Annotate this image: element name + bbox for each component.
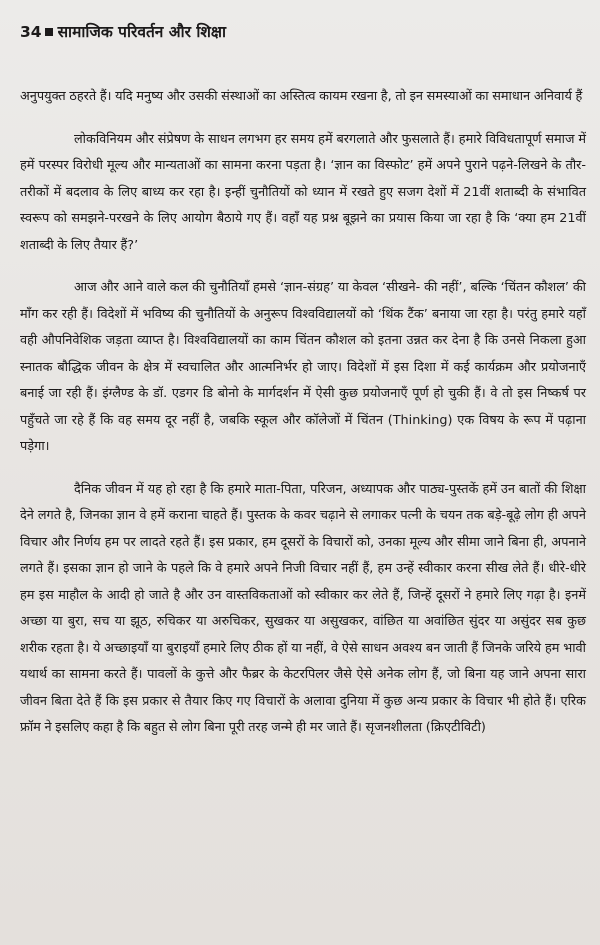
paragraph-daily-life: दैनिक जीवन में यह हो रहा है कि हमारे माता-पिता, परिजन, अध्यापक और पाठ्य-पुस्तकें हमें उन बातों की शिक्षा देने लगते है, जिनका ज्ञान वे हमें कराना चाहते हैं। पुस्तक के कवर चढ़ाने से लगाकर पत्नी के चयन तक बड़े-बूढ़े लोग ही अपने विचार और निर्णय हम पर लादते रहते हैं। इस प्रकार, हम दूसरों के विचारों को, उनका मूल्य और सीमा जाने बिना ही, अपनाने लगते हैं। इसका ज्ञान हो जाने के पहले कि वे हमारे अपने निजी विचार नहीं हैं, हम उन्हें स्वीकार करना सीख लेते हैं। धीरे-धीरे हम इस माहौल के आदी हो जाते है और उन वास्तविकताओं को स्वीकार कर लेते हैं, जिन्हें दूसरों ने हमारे लिए गढ़ा है। इनमें अच्छा या बुरा, सच या झूठ, रुचिकर या अरुचिकर, सुखकर या असुखकर, वांछित या अवांछित सुंदर या असुंदर सब कुछ शरीक रहता है। ये अच्छाइयाँ या बुराइयाँ हमारे लिए ठीक हों या नहीं, वे ऐसे साधन अवश्य बन जाती हैं जिनके जरिये हम भावी यथार्थ का सामना करते हैं। पावलों के कुत्ते और फैब्रर के केटरपिलर जैसे ऐसे अनेक लोग हैं, जो बिना यह जाने अपना सारा जीवन बिता देते हैं कि इस प्रकार से तैयार किए गए विचारों के अलावा दुनिया में कुछ अन्य प्रकार के विचार भी होते हैं। एरिक फ्रॉम ने इसलिए कहा है कि बहुत से लोग बिना पूरी तरह जन्मे ही मर जाते हैं। सृजनशीलता (क्रिएटीविटी) (20, 481, 586, 735)
body-text (20, 84, 586, 742)
paragraph-continuation: अनुपयुक्त ठहरते हैं। यदि मनुष्य और उसकी संस्थाओं का अस्तित्व कायम रखना है, तो इन समस्याओं का समाधान अनिवार्य हैं (20, 89, 583, 104)
page-header (20, 20, 586, 44)
page-number: 34 (20, 23, 42, 41)
paragraph-thinking-skill: आज और आने वाले कल की चुनौतियाँ हमसे ‘ज्ञान-संग्रह’ या केवल ‘सीखने- की नहीं’, बल्कि ‘चिंतन कौशल’ की माँग कर रही हैं। विदेशों में भविष्य की चुनौतियों के अनुरूप विश्वविद्यालयों को ‘थिंक टैंक’ बनाया जा रहा है। परंतु हमारे यहाँ वही औपनिवेशिक जड़ता व्याप्त है। विश्वविद्यालयों का काम चिंतन कौशल को इतना उन्नत कर देना है कि उनसे निकला हुआ स्नातक बौद्धिक जीवन के क्षेत्र में स्वचालित और आत्मनिर्भर हो जाए। विदेशों में इस दिशा में कई कार्यक्रम और प्रयोजनाएँ बनाई जा रही हैं। इंग्लैण्ड के डॉ. एडगर डि बोनो के मार्गदर्शन में ऐसी कुछ प्रयोजनाएँ पूर्ण हो चुकी हैं। वे तो इस निष्कर्ष पर पहुँचते जा रहे हैं कि वह समय दूर नहीं है, जबकि स्कूल और कॉलेजों में चिंतन (Thinking) एक विषय के रूप में पढ़ाना पड़ेगा। (20, 280, 586, 454)
paragraph-communication: लोकविनियम और संप्रेषण के साधन लगभग हर समय हमें बरगलाते और फुसलाते हैं। हमारे विविधतापूर्ण समाज में हमें परस्पर विरोधी मूल्य और मान्यताओं का सामना करना पड़ता है। ‘ज्ञान का विस्फोट’ हमें अपने पुराने पढ़ने-लिखने के तौर-तरीकों में बदलाव के लिए बाध्य कर रहा है। इन्हीं चुनौतियों को ध्यान में रखते हुए सजग देशों में 21वीं शताब्दी के संभावित स्वरूप को समझने-परखने के लिए आयोग बैठाये गए हैं। वहाँ यह प्रश्न बूझने का प्रयास किया जा रहा है कि ‘क्या हम 21वीं शताब्दी के लिए तैयार हैं?’ (20, 131, 586, 253)
chapter-title: सामाजिक परिवर्तन और शिक्षा (57, 23, 227, 41)
square-bullet-icon (45, 28, 53, 36)
